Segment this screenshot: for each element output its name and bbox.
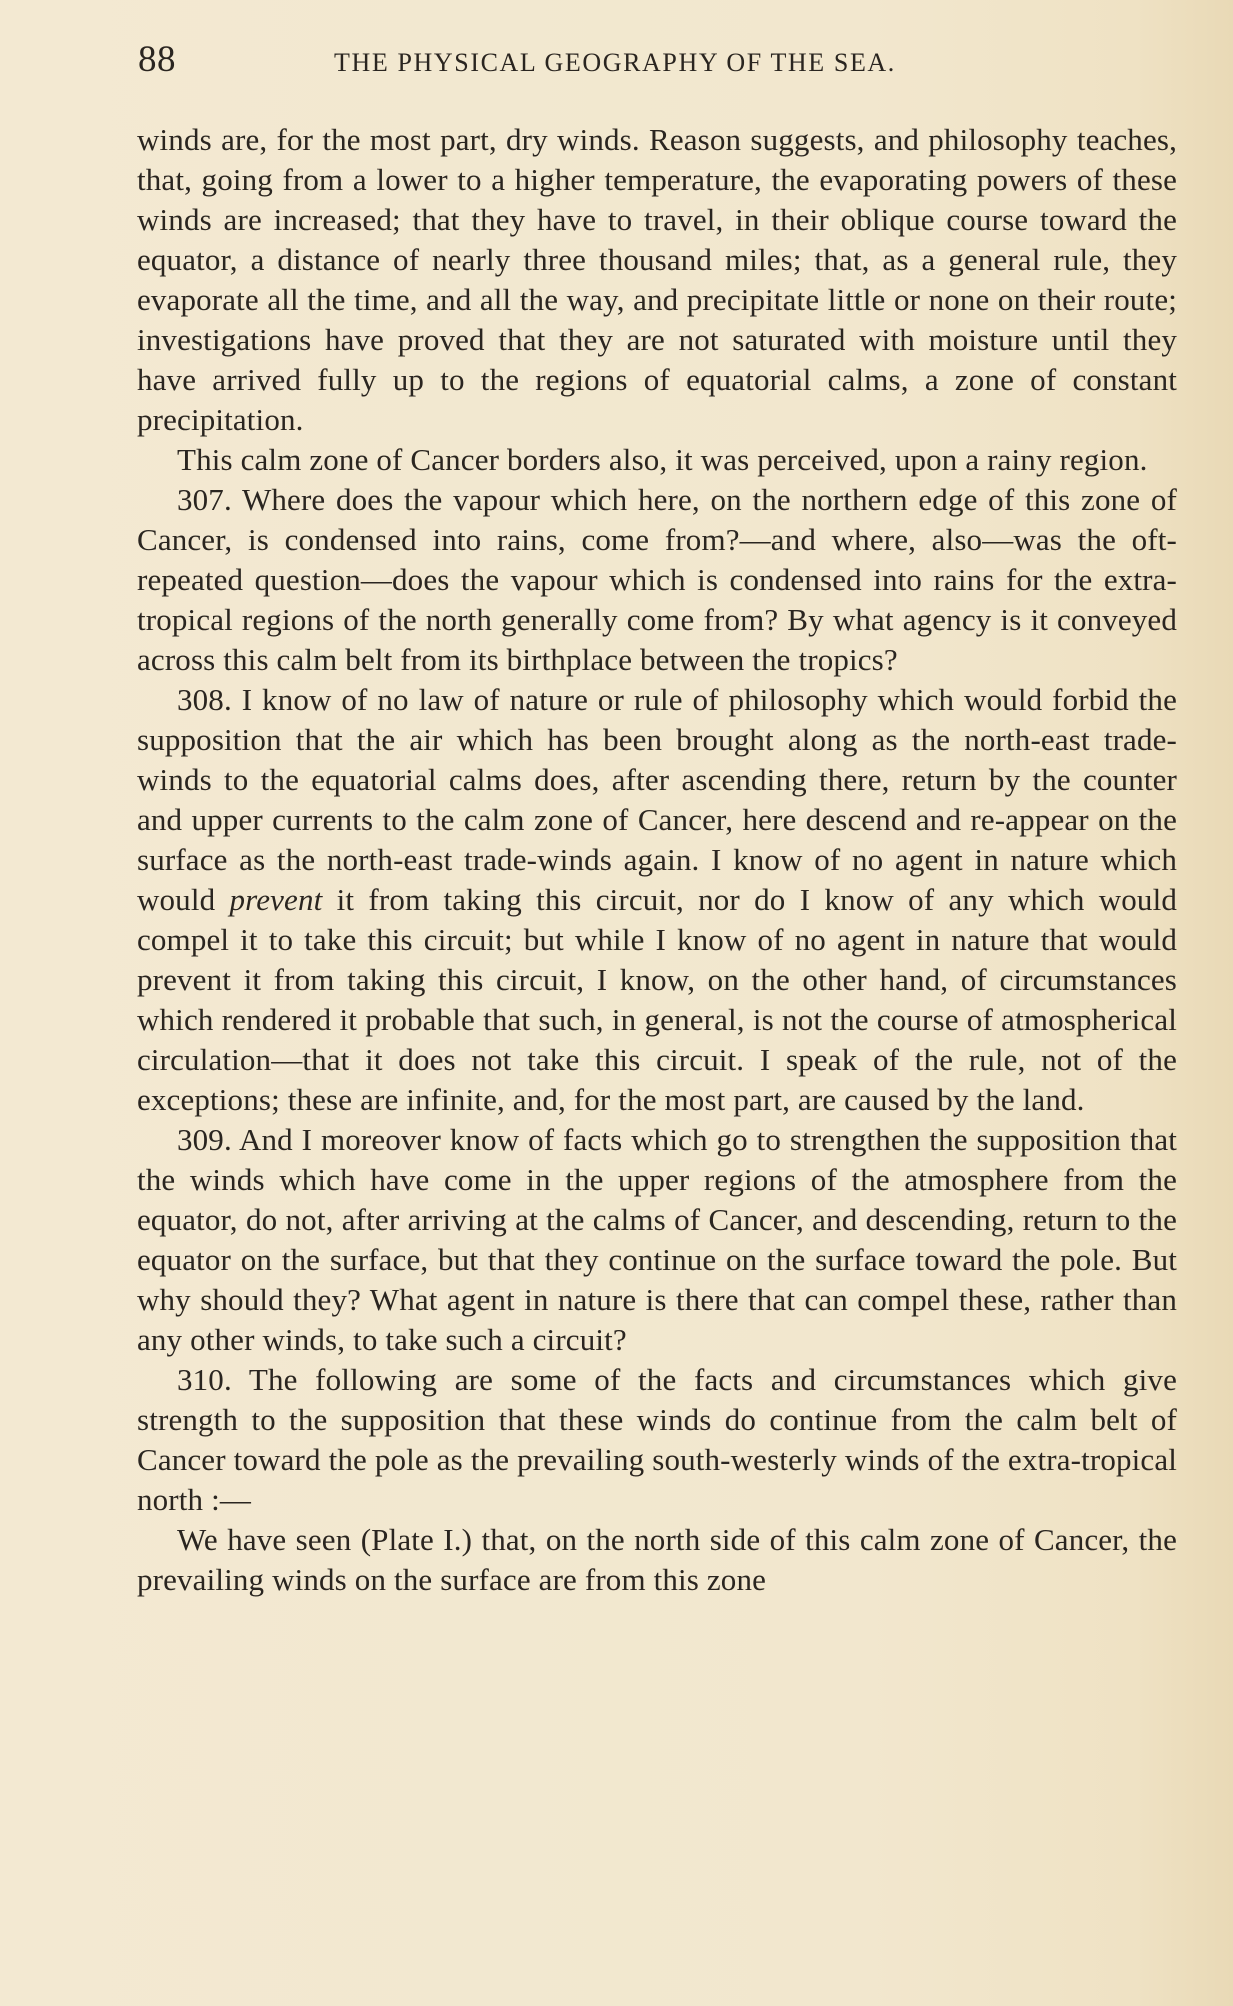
- paragraph-308: [137, 680, 1177, 1120]
- paragraph-plate-reference: We have seen (Plate I.) that, on the north side of this calm zone of Cancer, the prevailing winds on the surface are from this zone: [137, 1522, 1177, 1597]
- paragraph-308-text-before: 308. I know of no law of nature or rule of philosophy which would forbid the supposition that the air which has been brought along as the north-east trade-winds to the equatorial calms does, after ascending there, return by the counter and upper currents to the calm zone of Cancer, here descend and re-appear on the surface as the north-east trade-winds again. I know of no agent in nature which would: [137, 682, 1177, 917]
- paragraph-calm-zone: This calm zone of Cancer borders also, it was perceived, upon a rainy region.: [177, 442, 1148, 477]
- paragraph-309: 309. And I moreover know of facts which go to strengthen the supposition that the winds which have come in the upper regions of the atmosphere from the equator, do not, after arriving at the calms of Cancer, and descending, return to the equator on the surface, but that they continue on the surface toward the pole. But why should they? What agent in nature is there that can compel these, rather than any other winds, to take such a circuit?: [137, 1122, 1177, 1357]
- paragraph-310: 310. The following are some of the facts and circumstances which give strength to the supposition that these winds do continue from the calm belt of Cancer toward the pole as the prevailing south-westerly winds of the extra-tropical north :—: [137, 1362, 1177, 1517]
- page-number: 88: [138, 39, 176, 80]
- emphasis-prevent: prevent: [229, 882, 323, 917]
- running-head: [138, 38, 998, 88]
- paragraph-307: 307. Where does the vapour which here, on the northern edge of this zone of Cancer, is condensed into rains, come from?—and where, also—was the oft-repeated question—does the vapour which is condensed into rains for the extra-tropical regions of the north generally come from? By what agency is it conveyed across this calm belt from its birthplace between the tropics?: [137, 482, 1177, 677]
- body-text: [137, 120, 1177, 1600]
- running-title: THE PHYSICAL GEOGRAPHY OF THE SEA.: [334, 48, 896, 77]
- paragraph-308-text-after: it from taking this circuit, nor do I know of any which would compel it to take this circuit; but while I know of no agent in nature that would prevent it from taking this circuit, I know, on the other hand, of circumstances which rendered it probable that such, in general, is not the course of atmospherical circulation—that it does not take this circuit. I speak of the rule, not of the exceptions; these are infinite, and, for the most part, are caused by the land.: [137, 882, 1177, 1117]
- paragraph-continued: winds are, for the most part, dry winds. Reason suggests, and philosophy teaches, that, going from a lower to a higher temperature, the evaporating powers of these winds are increased; that they have to travel, in their oblique course toward the equator, a distance of nearly three thousand miles; that, as a general rule, they evaporate all the time, and all the way, and precipitate little or none on their route; investigations have proved that they are not saturated with moisture until they have arrived fully up to the regions of equatorial calms, a zone of constant precipitation.: [137, 122, 1177, 437]
